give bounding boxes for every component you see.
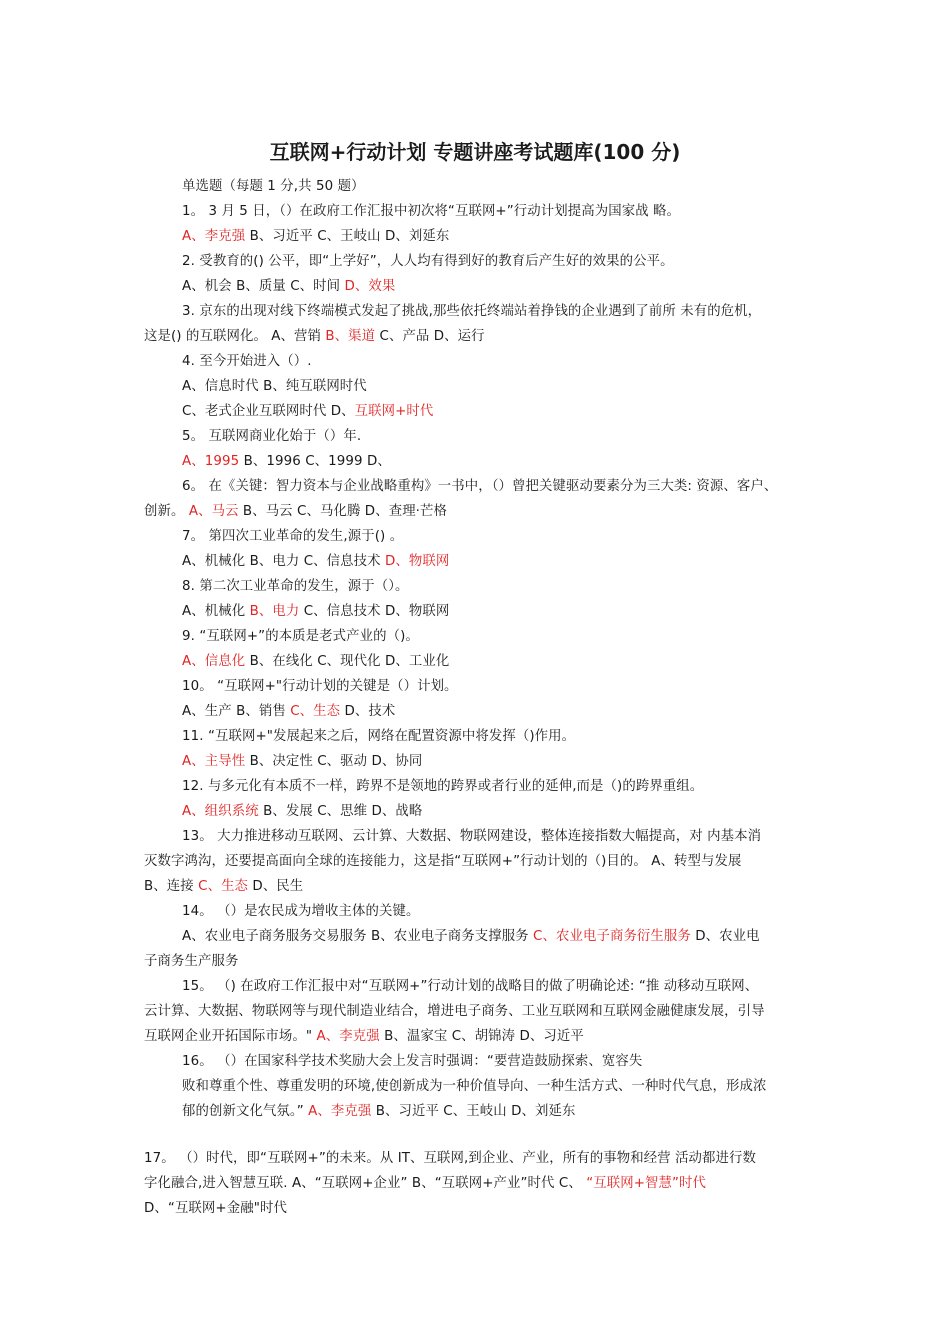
text-segment: 11. “互联网+"发展起来之后，网络在配置资源中将发挥（)作用。 bbox=[182, 729, 576, 744]
text-line bbox=[182, 578, 408, 596]
text-segment: B、在线化 C、现代化 D、工业化 bbox=[245, 654, 450, 669]
text-segment: A、机会 B、质量 C、时间 bbox=[182, 279, 345, 294]
text-line bbox=[182, 628, 419, 646]
text-line bbox=[182, 728, 575, 746]
text-line bbox=[182, 453, 391, 471]
text-line bbox=[144, 1150, 756, 1168]
text-segment: B、习近平 C、王岐山 D、刘延东 bbox=[245, 229, 450, 244]
text-segment: 9. “互联网+”的本质是老式产业的（)。 bbox=[182, 629, 419, 644]
text-line bbox=[182, 203, 680, 221]
answer-highlight: 互联网+时代 bbox=[354, 404, 434, 419]
answer-highlight: A、李克强 bbox=[308, 1104, 372, 1119]
text-segment: B、习近平 C、王岐山 D、刘延东 bbox=[371, 1104, 576, 1119]
text-segment: 15。 （) 在政府工作汇报中对“互联网+”行动计划的战略目的做了明确论述: “推 动移动互联网、 bbox=[182, 979, 759, 994]
text-line bbox=[144, 953, 238, 971]
text-line bbox=[182, 228, 449, 246]
text-segment: B、决定性 C、驱动 D、协同 bbox=[245, 754, 423, 769]
text-line bbox=[144, 853, 741, 871]
text-line bbox=[182, 803, 422, 821]
text-segment: 单选题（每题 1 分,共 50 题） bbox=[182, 179, 365, 194]
text-line bbox=[144, 1028, 584, 1046]
text-segment: D、技术 bbox=[340, 704, 396, 719]
text-segment: B、发展 C、思维 D、战略 bbox=[258, 804, 423, 819]
text-segment: 互联网企业开拓国际市场。" bbox=[144, 1029, 317, 1044]
text-segment: C、信息技术 D、物联网 bbox=[299, 604, 450, 619]
text-segment: D、“互联网+金融"时代 bbox=[144, 1201, 287, 1216]
answer-highlight: A、李克强 bbox=[182, 229, 246, 244]
text-line bbox=[182, 978, 758, 996]
text-segment: 6。 在《关键：智力资本与企业战略重构》一书中，（）曾把关键驱动要素分为三大类: 资源、客户、 bbox=[182, 479, 778, 494]
text-segment: 14。 （）是农民成为增收主体的关键。 bbox=[182, 904, 420, 919]
text-segment: A、生产 B、销售 bbox=[182, 704, 291, 719]
answer-highlight: A、马云 bbox=[188, 504, 239, 519]
text-segment: 12. 与多元化有本质不一样，跨界不是领地的跨界或者行业的延伸,而是（)的跨界重组。 bbox=[182, 779, 704, 794]
text-segment: B、温家宝 C、胡锦涛 D、习近平 bbox=[379, 1029, 584, 1044]
text-segment: 云计算、大数据、物联网等与现代制造业结合，增进电子商务、工业互联网和互联网金融健康发展，引导 bbox=[144, 1004, 765, 1019]
text-line bbox=[182, 678, 458, 696]
text-line bbox=[144, 328, 485, 346]
text-segment: 1。 3 月 5 日，（）在政府工作汇报中初次将“互联网+”行动计划提高为国家战 略。 bbox=[182, 204, 681, 219]
text-line bbox=[182, 1103, 575, 1121]
text-segment: 败和尊重个性、尊重发明的环境,使创新成为一种价值导向、一种生活方式、一种时代气息，形成浓 bbox=[182, 1079, 767, 1094]
text-line bbox=[182, 278, 395, 296]
text-segment: A、机械化 B、电力 C、信息技术 bbox=[182, 554, 385, 569]
text-line bbox=[182, 603, 449, 621]
text-segment: 2. 受教育的() 公平，即“上学好”，人人均有得到好的教育后产生好的效果的公平。 bbox=[182, 254, 674, 269]
text-line bbox=[182, 178, 365, 196]
text-line bbox=[182, 303, 761, 321]
text-line bbox=[144, 1200, 287, 1218]
text-line bbox=[182, 378, 367, 396]
answer-highlight: A、李克强 bbox=[316, 1029, 380, 1044]
text-segment: A、信息时代 B、纯互联网时代 bbox=[182, 379, 367, 394]
answer-highlight: C、农业电子商务衍生服务 bbox=[533, 929, 691, 944]
text-line bbox=[182, 903, 419, 921]
page-title: 互联网+行动计划 专题讲座考试题库(100 分) bbox=[269, 140, 681, 164]
text-segment: 郁的创新文化气氛。” bbox=[182, 1104, 309, 1119]
answer-highlight: A、1995 bbox=[182, 454, 240, 469]
text-line bbox=[182, 353, 312, 371]
text-line bbox=[182, 928, 760, 946]
text-segment: A、农业电子商务服务交易服务 B、农业电子商务支撑服务 bbox=[182, 929, 534, 944]
text-line bbox=[182, 1053, 642, 1071]
answer-highlight: A、组织系统 bbox=[182, 804, 259, 819]
text-line bbox=[182, 1078, 766, 1096]
text-segment: 8. 第二次工业革命的发生，源于（）。 bbox=[182, 579, 409, 594]
text-segment: 字化融合,进入智慧互联. A、“互联网+企业” B、“互联网+产业”时代 C、 bbox=[144, 1176, 587, 1191]
text-segment: 创新。 bbox=[144, 504, 189, 519]
text-segment: C、老式企业互联网时代 D、 bbox=[182, 404, 355, 419]
answer-highlight: B、渠道 bbox=[325, 329, 376, 344]
text-line bbox=[144, 503, 447, 521]
answer-highlight: C、生态 bbox=[290, 704, 341, 719]
text-line bbox=[182, 428, 361, 446]
text-segment: B、连接 bbox=[144, 879, 199, 894]
answer-highlight: A、主导性 bbox=[182, 754, 246, 769]
text-line bbox=[144, 878, 303, 896]
text-segment: 4. 至今开始进入（）. bbox=[182, 354, 312, 369]
text-line bbox=[182, 653, 449, 671]
text-segment: 子商务生产服务 bbox=[144, 954, 239, 969]
text-segment: 这是() 的互联网化。 A、营销 bbox=[144, 329, 326, 344]
text-segment: 5。 互联网商业化始于（）年. bbox=[182, 429, 362, 444]
answer-highlight: D、效果 bbox=[344, 279, 396, 294]
text-line bbox=[182, 753, 422, 771]
text-segment: 16。 （）在国家科学技术奖励大会上发言时强调：“要营造鼓励探索、宽容失 bbox=[182, 1054, 643, 1069]
text-segment: A、机械化 bbox=[182, 604, 250, 619]
text-segment: 10。 “互联网+"行动计划的关键是（）计划。 bbox=[182, 679, 458, 694]
text-segment: 灭数字鸿沟，还要提高面向全球的连接能力，这是指“互联网+”行动计划的（)目的。 A、转型与发展 bbox=[144, 854, 742, 869]
text-segment: B、1996 C、1999 D、 bbox=[239, 454, 391, 469]
text-line bbox=[144, 1175, 706, 1193]
text-segment: 17。 （）时代，即“互联网+”的未来。从 IT、互联网,到企业、产业，所有的事物和经营 活动都进行数 bbox=[144, 1151, 757, 1166]
text-line bbox=[182, 403, 433, 421]
answer-highlight: C、生态 bbox=[198, 879, 249, 894]
answer-highlight: B、电力 bbox=[249, 604, 300, 619]
text-line bbox=[182, 828, 761, 846]
answer-highlight: D、物联网 bbox=[384, 554, 450, 569]
text-line bbox=[182, 703, 395, 721]
text-line bbox=[182, 528, 403, 546]
text-segment: B、马云 C、马化腾 D、查理·芒格 bbox=[238, 504, 448, 519]
text-segment: 3. 京东的出现对线下终端模式发起了挑战,那些依托终端站着挣钱的企业遇到了前所 未有的危机， bbox=[182, 304, 762, 319]
text-line bbox=[144, 1003, 765, 1021]
text-line bbox=[182, 478, 777, 496]
answer-highlight: A、信息化 bbox=[182, 654, 246, 669]
text-line bbox=[182, 778, 703, 796]
text-segment: C、产品 D、运行 bbox=[375, 329, 485, 344]
text-line bbox=[182, 253, 674, 271]
text-segment: D、民生 bbox=[248, 879, 304, 894]
text-segment: D、农业电 bbox=[690, 929, 760, 944]
answer-highlight: “互联网+智慧”时代 bbox=[586, 1176, 707, 1191]
text-segment: 13。 大力推进移动互联网、云计算、大数据、物联网建设，整体连接指数大幅提高，对 内基本消 bbox=[182, 829, 762, 844]
text-segment: 7。 第四次工业革命的发生,源于() 。 bbox=[182, 529, 404, 544]
text-line bbox=[182, 553, 449, 571]
